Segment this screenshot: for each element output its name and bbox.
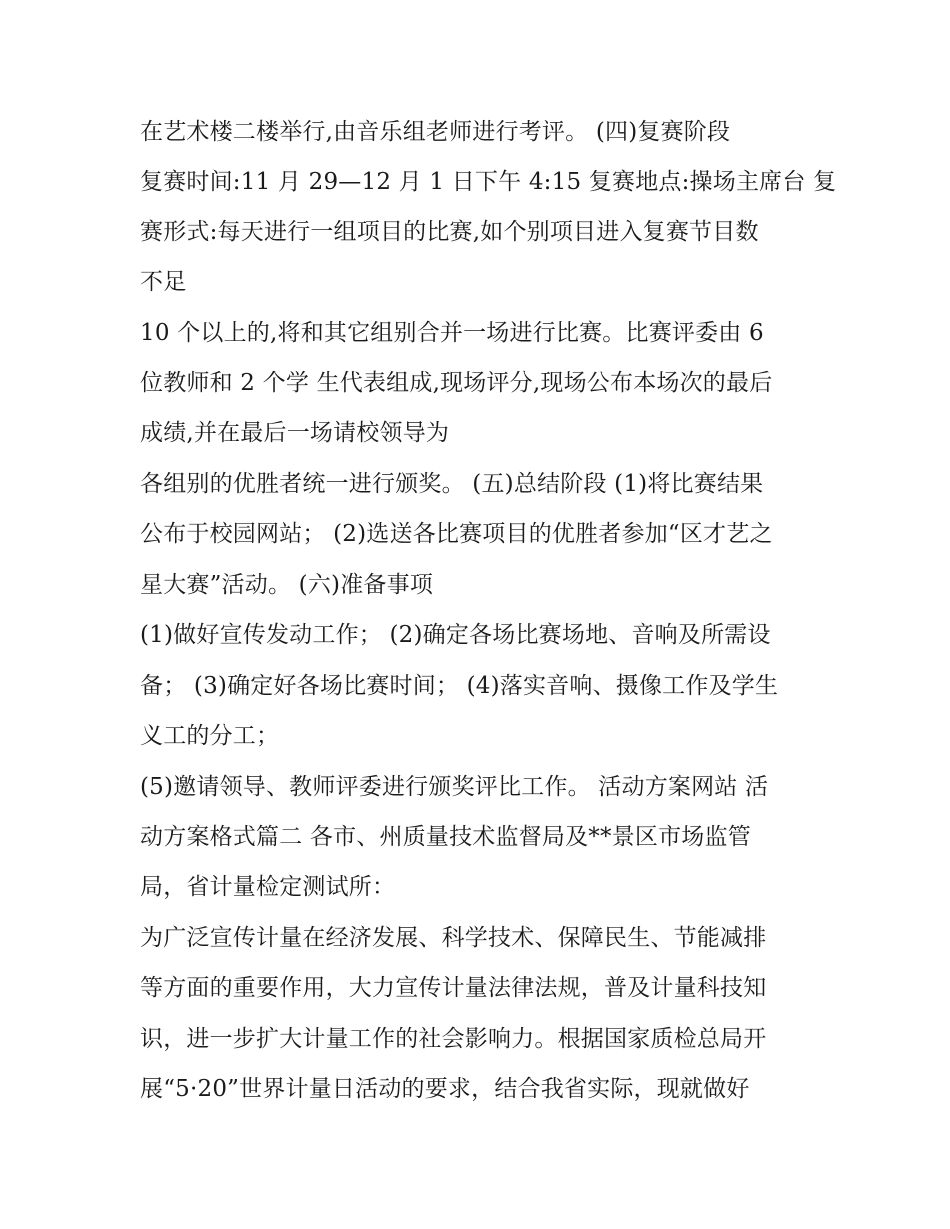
text-line: 位教师和 2 个学 生代表组成,现场评分,现场公布本场次的最后 bbox=[140, 370, 773, 396]
text-line: 备； (3)确定好各场比赛时间； (4)落实音响、摄像工作及学生 bbox=[140, 673, 779, 699]
text-line: 赛形式:每天进行一组项目的比赛,如个别项目进入复赛节目数 bbox=[140, 219, 759, 245]
text-line: 为广泛宣传计量在经济发展、科学技术、保障民生、节能减排 bbox=[140, 925, 767, 951]
text-line: 识，进一步扩大计量工作的社会影响力。根据国家质检总局开 bbox=[140, 1026, 767, 1052]
text-line: 不足 bbox=[140, 269, 187, 295]
text-line: 星大赛”活动。 (六)准备事项 bbox=[140, 572, 434, 598]
text-line: (1)做好宣传发动工作； (2)确定各场比赛场地、音响及所需设 bbox=[140, 622, 771, 648]
text-line: 在艺术楼二楼举行,由音乐组老师进行考评。 (四)复赛阶段 bbox=[140, 119, 731, 145]
text-line: 成绩,并在最后一场请校领导为 bbox=[140, 420, 450, 446]
text-line: 等方面的重要作用，大力宣传计量法律法规，普及计量科技知 bbox=[140, 975, 767, 1001]
text-line: 10 个以上的,将和其它组别合并一场进行比赛。比赛评委由 6 bbox=[140, 320, 764, 346]
text-line: 展“5·20”世界计量日活动的要求，结合我省实际，现就做好 bbox=[140, 1076, 750, 1102]
text-line: 动方案格式篇二 各市、州质量技术监督局及**景区市场监管 bbox=[140, 824, 751, 850]
text-line: 复赛时间:11 月 29—12 月 1 日下午 4:15 复赛地点:操场主席台 复 bbox=[140, 169, 837, 195]
text-line: 局，省计量检定测试所： bbox=[140, 874, 396, 900]
text-line: 公布于校园网站； (2)选送各比赛项目的优胜者参加“区才艺之 bbox=[140, 521, 773, 547]
text-line: 义工的分工； bbox=[140, 723, 280, 749]
text-line: 各组别的优胜者统一进行颁奖。 (五)总结阶段 (1)将比赛结果 bbox=[140, 471, 764, 497]
text-line: (5)邀请领导、教师评委进行颁奖评比工作。 活动方案网站 活 bbox=[140, 774, 769, 800]
